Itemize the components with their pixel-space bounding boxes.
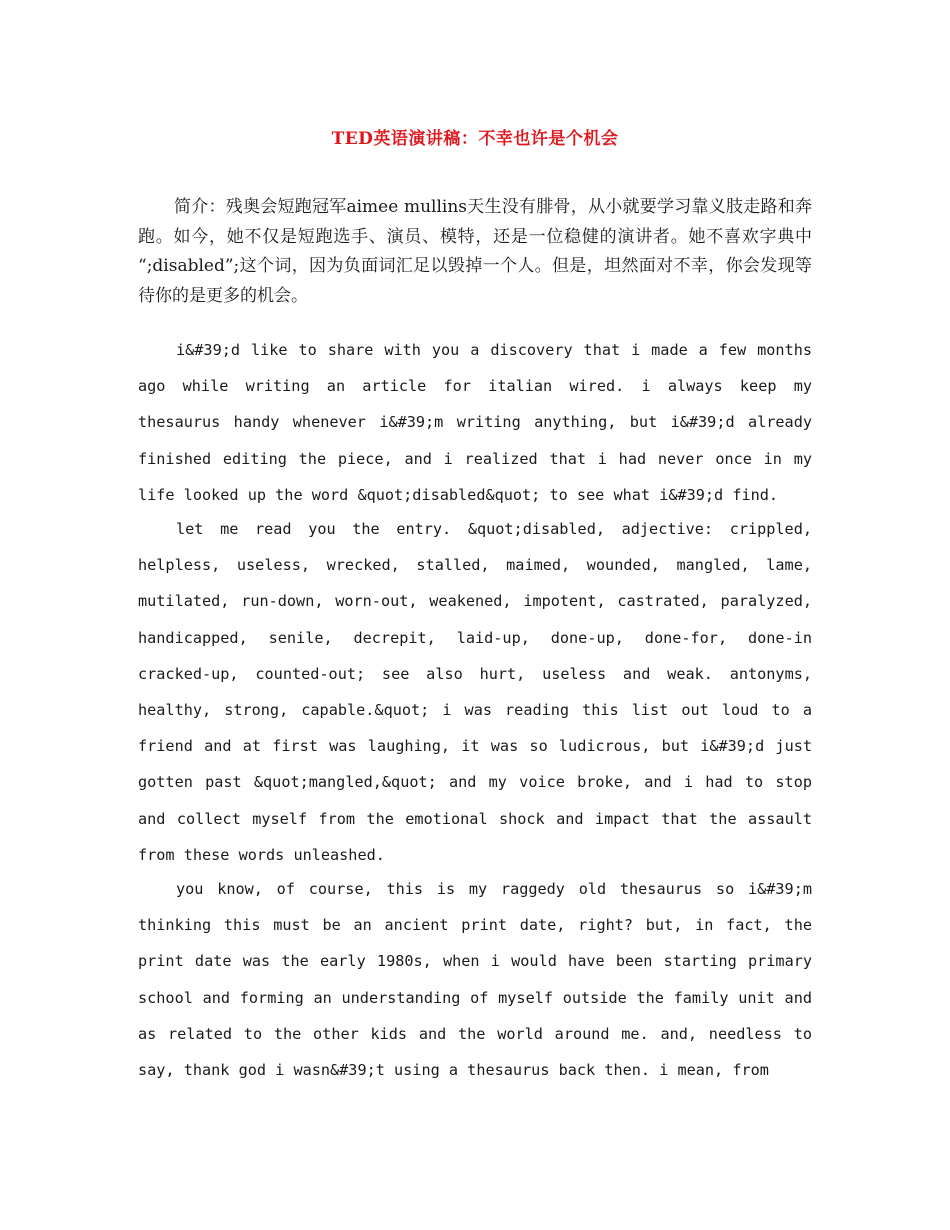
body-paragraph-2: let me read you the entry. &quot;disabled, adjective: crippled, helpless, useless, wrecked, stalled, maimed, wounded, mangled, lame, mutilated, run-down, worn-out, weakened, impotent, castrated, paralyzed, handicapped, senile, decrepit, laid-up, done-up, done-for, done-in cracked-up, counted-out; see also hurt, useless and weak. antonyms, healthy, strong, capable.&quot; i was reading this list out loud to a friend and at first was laughing, it was so ludicrous, but i&#39;d just gotten past &quot;mangled,&quot; and my voice broke, and i had to stop and collect myself from the emotional shock and impact that the assault from these words unleashed.	[138, 520, 812, 864]
body-paragraph-1: i&#39;d like to share with you a discovery that i made a few months ago while writing an article for italian wired. i always keep my thesaurus handy whenever i&#39;m writing anything, but i&#39;d already finished editing the piece, and i realized that i had never once in my life looked up the word &quot;disabled&quot; to see what i&#39;d find.	[138, 341, 812, 504]
body-paragraph-3: you know, of course, this is my raggedy old thesaurus so i&#39;m thinking this must be an ancient print date, right? but, in fact, the print date was the early 1980s, when i would have been starting primary school and forming an understanding of myself outside the family unit and as related to the other kids and the world around me. and, needless to say, thank god i wasn&#39;t using a thesaurus back then. i mean, from	[138, 880, 812, 1080]
document-title: TED英语演讲稿：不幸也许是个机会	[331, 129, 619, 149]
body-text	[138, 332, 812, 1086]
intro-paragraph: 简介：残奥会短跑冠军aimee mullins天生没有腓骨，从小就要学习靠义肢走路和奔跑。如今，她不仅是短跑选手、演员、模特，还是一位稳健的演讲者。她不喜欢字典中 “;disabled”;这个词，因为负面词汇足以毁掉一个人。但是，坦然面对不幸，你会发现等待你的是更多的机会。	[138, 197, 812, 306]
document-page	[138, 0, 812, 1230]
